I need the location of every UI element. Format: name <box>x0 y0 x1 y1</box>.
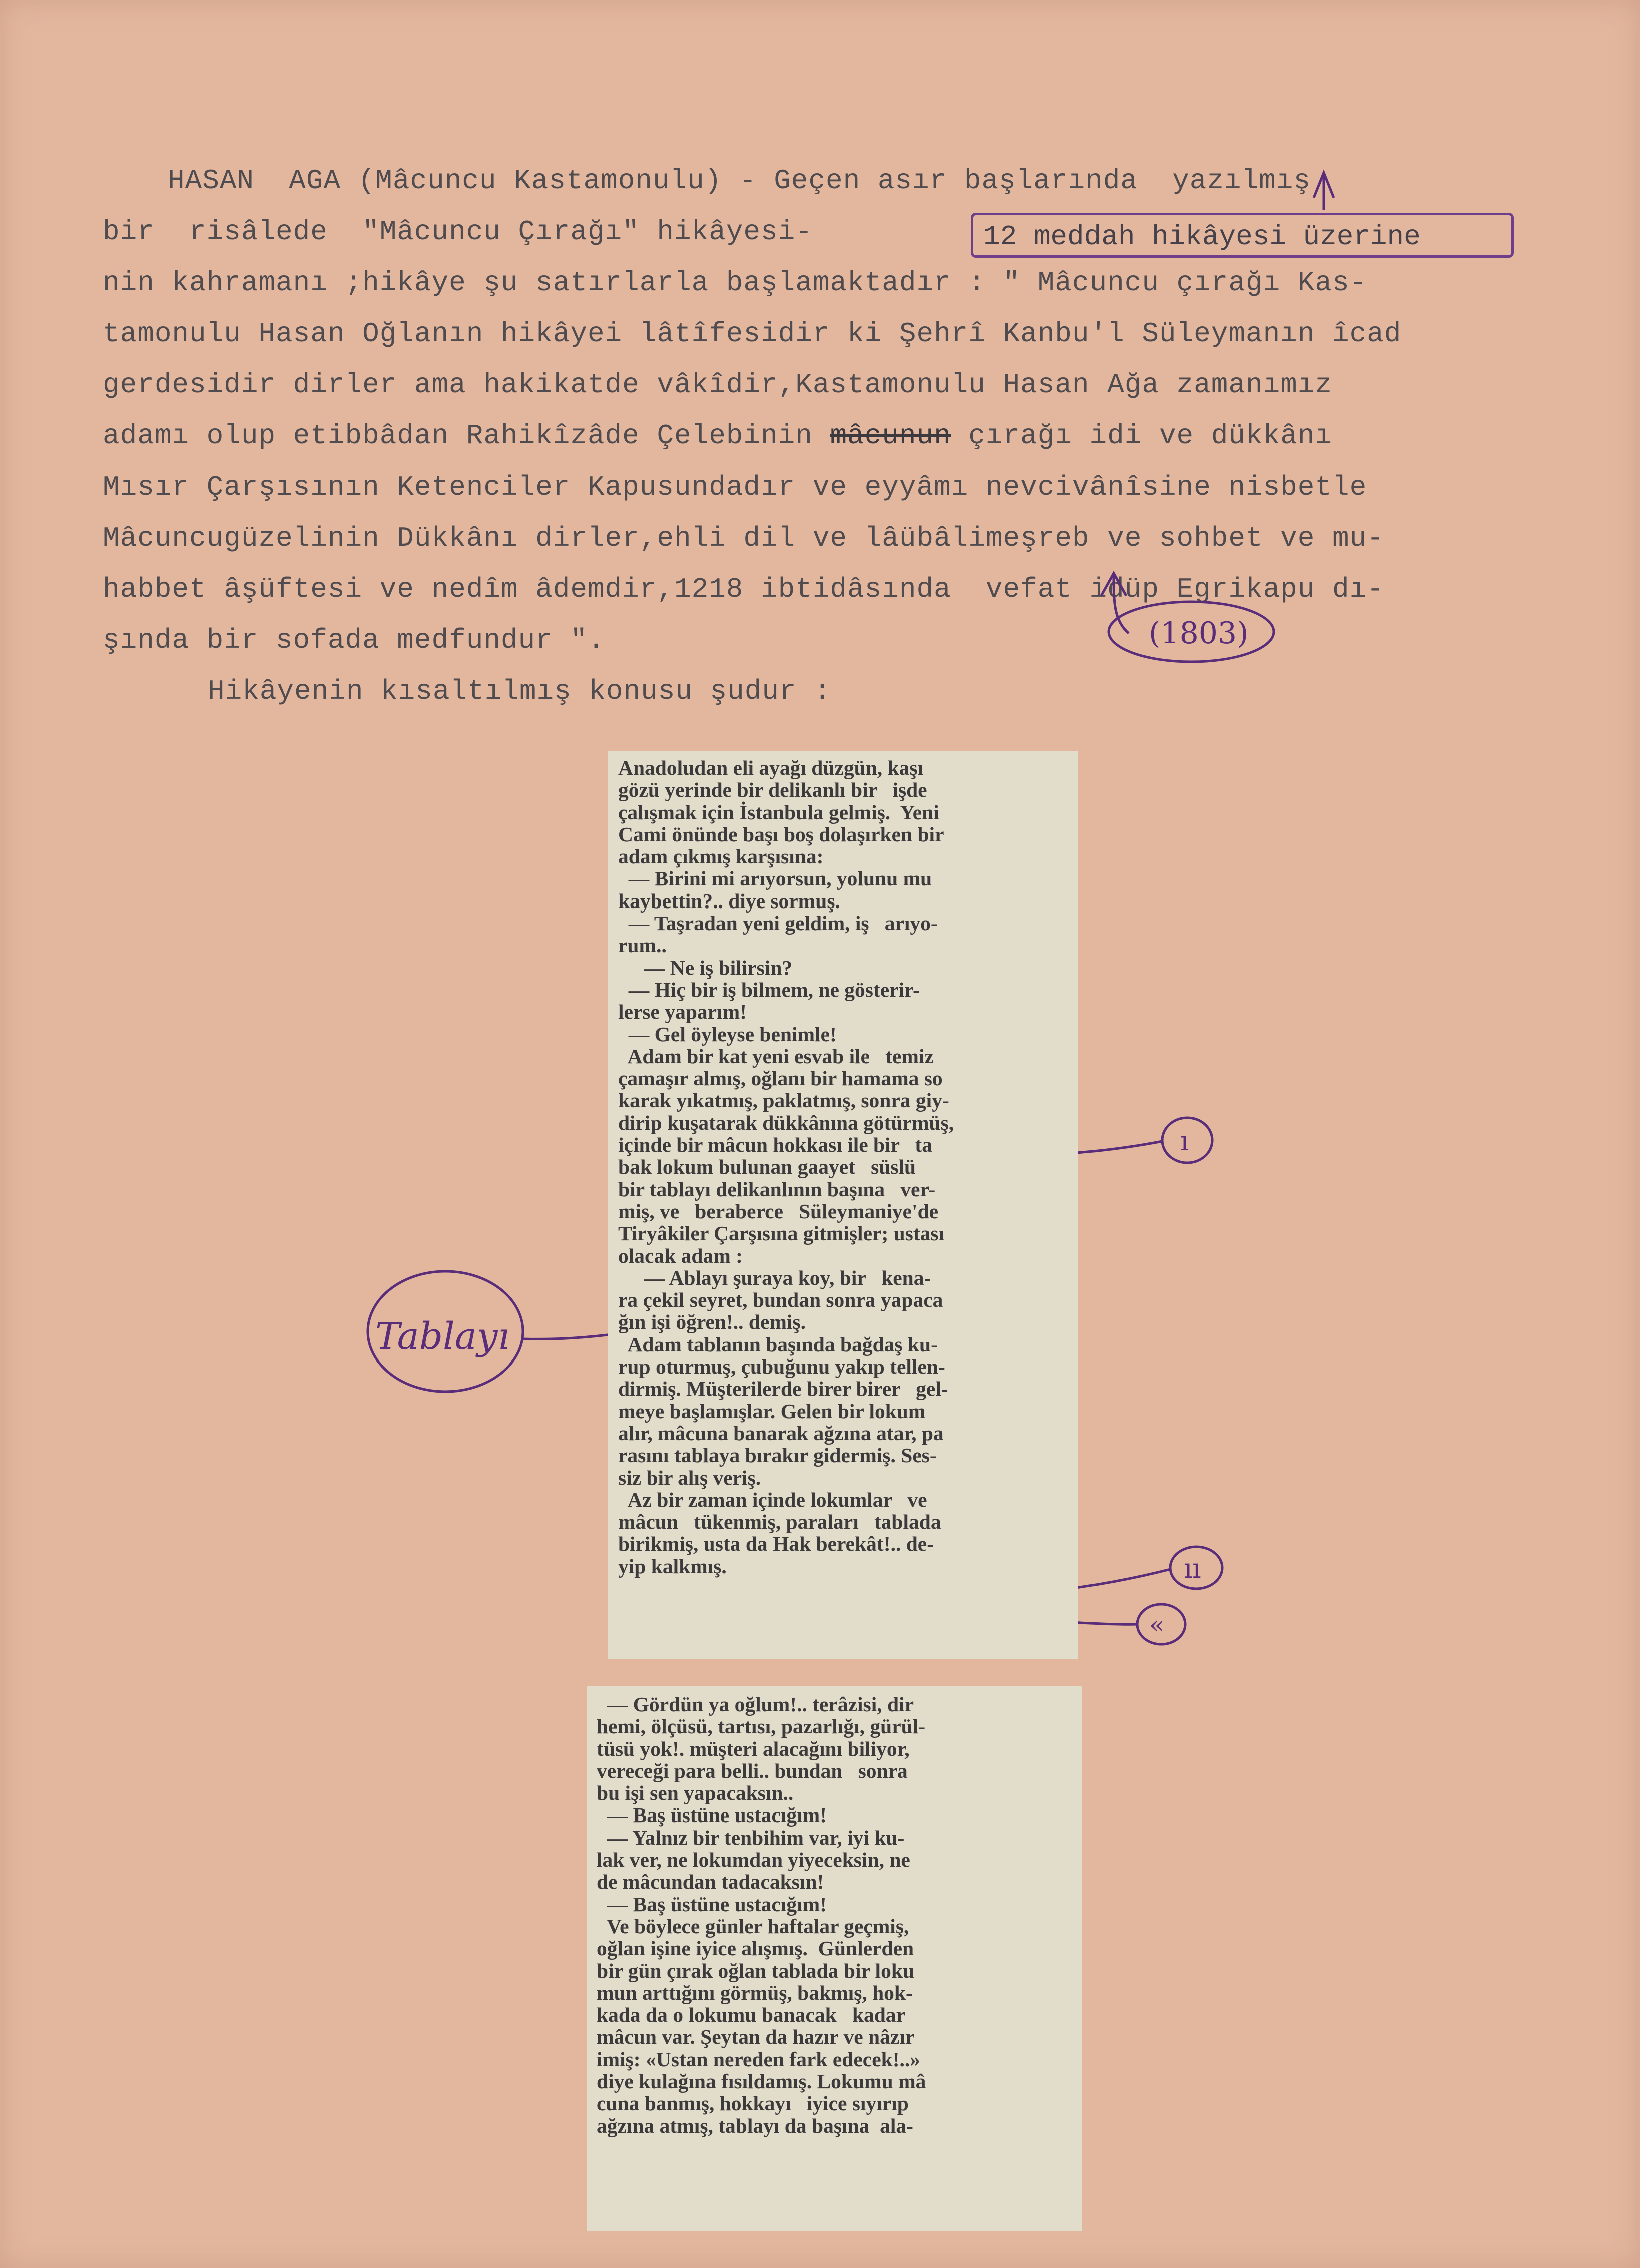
clipping-line: — Ne iş bilirsin? <box>618 956 793 979</box>
clipping-line: — Hiç bir iş bilmem, ne gösterir- <box>618 978 920 1001</box>
struck-word: mâcunun <box>830 420 951 452</box>
typed-line: Mâcuncugüzelinin Dükkânı dirler,ehli dil ve lâübâlimeşreb ve sohbet ve mu- <box>103 522 1384 554</box>
year-annotation: (1803) <box>1149 616 1249 651</box>
margin-word: Tablayı <box>375 1315 510 1358</box>
clipping-line: Ve böylece günler haftalar geçmiş, <box>597 1914 909 1938</box>
clipping-line: birikmiş, usta da Hak berekât!.. de- <box>618 1532 934 1556</box>
clipping-line: de mâcundan tadacaksın! <box>597 1870 824 1894</box>
clipping-line: Adam bir kat yeni esvab ile temiz <box>618 1044 934 1068</box>
clipping-line: bu işi sen yapacaksın.. <box>597 1781 794 1805</box>
clipping-line: alır, mâcuna banarak ağzına atar, pa <box>618 1421 944 1445</box>
clipping-line: çalışmak için İstanbula gelmiş. Yeni <box>618 800 939 824</box>
clipping-line: mâcun tükenmiş, paraları tablada <box>618 1510 941 1534</box>
clipping-line: rasını tablaya bırakır gidermiş. Ses- <box>618 1444 937 1467</box>
clipping-line: — Ablayı şuraya koy, bir kena- <box>618 1266 931 1289</box>
boxed-insert-annotation: 12 meddah hikâyesi üzerine <box>971 213 1514 258</box>
clipping-line: ağzına atmış, tablayı da başına ala- <box>597 2114 913 2137</box>
clipping-line: meye başlamışlar. Gelen bir lokum <box>618 1399 926 1423</box>
clipping-line: oğlan işine iyice alışmış. Günlerden <box>597 1937 914 1960</box>
typed-line: nin kahramanı ;hikâye şu satırlarla başlamaktadır : " Mâcuncu çırağı Kas- <box>103 267 1367 299</box>
clipping-line: tüsü yok!. müşteri alacağını biliyor, <box>597 1737 910 1760</box>
clipping-line: — Gel öyleyse benimle! <box>618 1022 837 1046</box>
newspaper-clipping-1 <box>608 751 1078 1659</box>
clipping-line: ğın işi öğren!.. demiş. <box>618 1310 806 1334</box>
typed-line-part: çırağı idi ve dükkânı <box>951 420 1333 452</box>
clipping-line: içinde bir mâcun hokkası ile bir ta <box>618 1133 932 1157</box>
typed-line-part: adamı olup etibbâdan Rahikîzâde Çelebinin <box>103 420 830 452</box>
clipping-line: mâcun var. Şeytan da hazır ve nâzır <box>597 2025 915 2049</box>
clipping-line: dirip kuşatarak dükkânına götürmüş, <box>618 1111 954 1134</box>
clipping-line: vereceği para belli.. bundan sonra <box>597 1759 908 1782</box>
clipping-line: bir tablayı delikanlının başına ver- <box>618 1177 936 1201</box>
clipping-line: — Birini mi arıyorsun, yolunu mu <box>618 867 932 890</box>
clipping-line: Az bir zaman içinde lokumlar ve <box>618 1488 927 1511</box>
clipping-line: — Baş üstüne ustacığım! <box>597 1803 827 1827</box>
clipping-line: Anadoludan eli ayağı düzgün, kaşı <box>618 756 924 779</box>
clipping-line: kaybettin?.. diye sormuş. <box>618 889 840 913</box>
typed-line: Mısır Çarşısının Ketenciler Kapusundadır ve eyyâmı nevcivânîsine nisbetle <box>103 471 1367 503</box>
clipping-line: cuna banmış, hokkayı iyice sıyırıp <box>597 2092 909 2115</box>
clipping-line: hemi, ölçüsü, tartısı, pazarlığı, gürül- <box>597 1715 926 1738</box>
clipping-line: Cami önünde başı boş dolaşırken bir <box>618 822 944 846</box>
clipping-line: rum.. <box>618 934 667 957</box>
clipping-line: Adam tablanın başında bağdaş ku- <box>618 1332 938 1356</box>
clipping-line: çamaşır almış, oğlanı bir hamama so <box>618 1067 943 1090</box>
clipping-line: adam çıkmış karşısına: <box>618 845 824 868</box>
typed-line: bir risâlede "Mâcuncu Çırağı" hikâyesi- <box>103 216 813 248</box>
clipping-line: rup oturmuş, çubuğunu yakıp tellen- <box>618 1355 945 1379</box>
clipping-line: olacak adam : <box>618 1244 743 1267</box>
clipping-line: — Taşradan yeni geldim, iş arıyo- <box>618 912 938 935</box>
clipping-line: yip kalkmış. <box>618 1554 727 1578</box>
clipping-line: karak yıkatmış, paklatmış, sonra giy- <box>618 1089 949 1112</box>
typed-line: gerdesidir dirler ama hakikatde vâkîdir,Kastamonulu Hasan Ağa zamanımız <box>103 369 1332 401</box>
clipping-line: kada da o lokumu banacak kadar <box>597 2003 905 2027</box>
typed-line: tamonulu Hasan Oğlanın hikâyei lâtîfesidir ki Şehrî Kanbu'l Süleymanın îcad <box>103 318 1402 350</box>
insert-caret-1 <box>1314 173 1334 210</box>
clipping-line: siz bir alış veriş. <box>618 1466 761 1489</box>
clipping-line: — Gördün ya oğlum!.. terâzisi, dir <box>597 1693 914 1716</box>
clipping-line: gözü yerinde bir delikanlı bir işde <box>618 778 927 802</box>
mark-1: ı <box>1180 1125 1189 1157</box>
clipping-line: lerse yaparım! <box>618 1000 747 1024</box>
clipping-line: ra çekil seyret, bundan sonra yapaca <box>618 1288 943 1312</box>
clipping-line: miş, ve beraberce Süleymaniye'de <box>618 1199 939 1223</box>
clipping-line: bir gün çırak oğlan tablada bir loku <box>597 1959 914 1982</box>
clipping-line: bak lokum bulunan gaayet süslü <box>618 1155 916 1179</box>
newspaper-clipping-2 <box>587 1686 1082 2231</box>
clipping-line: mun arttığını görmüş, bakmış, hok- <box>597 1981 913 2004</box>
clipping-line: imiş: «Ustan nereden fark edecek!..» <box>597 2047 921 2071</box>
typed-line: şında bir sofada medfundur ". <box>103 624 605 656</box>
typed-line: HASAN AGA (Mâcuncu Kastamonulu) - Geçen asır başlarında yazılmış <box>168 165 1311 197</box>
mark-2: ıı <box>1184 1553 1201 1584</box>
clipping-line: diye kulağına fısıldamış. Lokumu mâ <box>597 2070 926 2093</box>
insert-caret-2 <box>1101 573 1129 633</box>
clipping-line: dirmiş. Müşterilerde birer birer gel- <box>618 1377 948 1401</box>
mark-3: « <box>1149 1610 1165 1639</box>
clipping-line: — Yalnız bir tenbihim var, iyi ku- <box>597 1826 905 1849</box>
clipping-line: Tiryâkiler Çarşısına gitmişler; ustası <box>618 1222 945 1245</box>
typed-line: Hikâyenin kısaltılmış konusu şudur : <box>208 675 831 707</box>
clipping-line: lak ver, ne lokumdan yiyeceksin, ne <box>597 1848 910 1872</box>
typed-line: habbet âşüftesi ve nedîm âdemdir,1218 ibtidâsında vefat idüp Egrikapu dı- <box>103 573 1384 605</box>
clipping-line: — Baş üstüne ustacığım! <box>597 1892 827 1916</box>
